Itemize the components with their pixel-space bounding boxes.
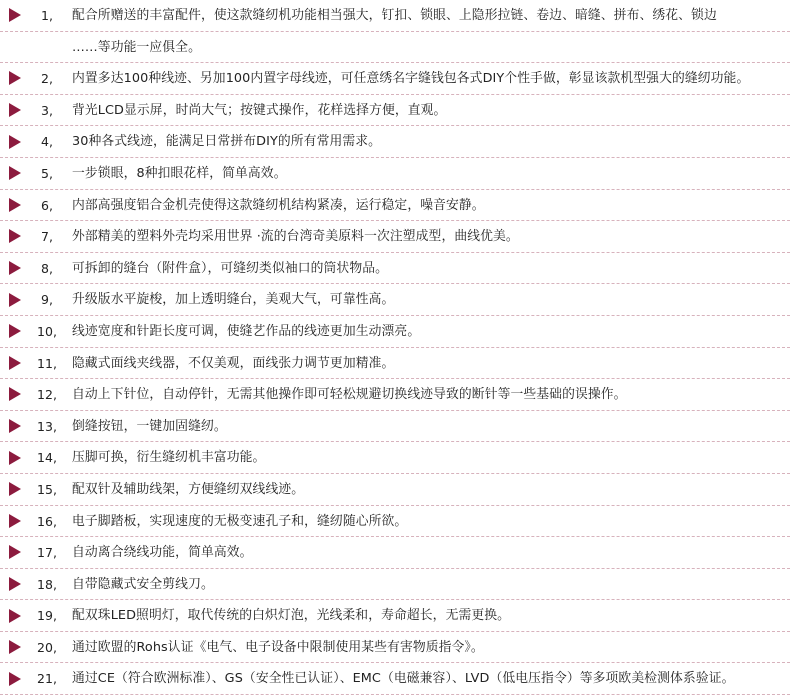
feature-item xyxy=(0,569,790,601)
triangle-bullet-icon xyxy=(9,261,21,275)
feature-item xyxy=(0,411,790,443)
triangle-bullet-icon xyxy=(9,609,21,623)
feature-item xyxy=(0,190,790,222)
feature-text: 隐藏式面线夹线器，不仅美观，面线张力调节更加精准。 xyxy=(72,355,395,371)
feature-number: 16, xyxy=(37,513,57,529)
feature-text: 通过欧盟的Rohs认证《电气、电子设备中限制使用某些有害物质指令》。 xyxy=(72,639,484,655)
feature-item xyxy=(0,537,790,569)
feature-number: 8, xyxy=(41,260,53,276)
feature-number: 5, xyxy=(41,165,53,181)
feature-item xyxy=(0,316,790,348)
feature-item xyxy=(0,506,790,538)
triangle-bullet-icon xyxy=(9,419,21,433)
feature-text: 压脚可换，衍生缝纫机丰富功能。 xyxy=(72,450,266,466)
feature-text: 背光LCD显示屏，时尚大气；按键式操作，花样选择方便，直观。 xyxy=(72,102,447,118)
triangle-bullet-icon xyxy=(9,387,21,401)
feature-item xyxy=(0,0,790,32)
feature-number: 9, xyxy=(41,292,53,308)
feature-number: 21, xyxy=(37,671,57,687)
triangle-bullet-icon xyxy=(9,71,21,85)
triangle-bullet-icon xyxy=(9,577,21,591)
feature-item xyxy=(0,663,790,695)
feature-number: 4, xyxy=(41,134,53,150)
feature-item xyxy=(0,95,790,127)
triangle-bullet-icon xyxy=(9,103,21,117)
feature-number: 19, xyxy=(37,608,57,624)
feature-text: 自带隐藏式安全剪线刀。 xyxy=(72,576,214,592)
feature-text: 外部精美的塑料外壳均采用世界 ·流的台湾奇美原料一次注塑成型，曲线优美。 xyxy=(72,229,519,245)
feature-text: 电子脚踏板，实现速度的无极变速孔子和，缝纫随心所欲。 xyxy=(72,513,408,529)
feature-number: 20, xyxy=(37,639,57,655)
feature-number: 11, xyxy=(37,355,57,371)
feature-item xyxy=(0,632,790,664)
feature-text: 升级版水平旋梭，加上透明缝台，美观大气，可靠性高。 xyxy=(72,292,395,308)
feature-item xyxy=(0,442,790,474)
triangle-bullet-icon xyxy=(9,166,21,180)
triangle-bullet-icon xyxy=(9,229,21,243)
feature-item xyxy=(0,600,790,632)
feature-text: 内部高强度铝合金机壳使得这款缝纫机结构紧凑，运行稳定，噪音安静。 xyxy=(72,197,485,213)
feature-item xyxy=(0,348,790,380)
feature-text: 30种各式线迹，能满足日常拼布DIY的所有常用需求。 xyxy=(72,134,382,150)
feature-number: 12, xyxy=(37,387,57,403)
triangle-bullet-icon xyxy=(9,198,21,212)
feature-number: 14, xyxy=(37,450,57,466)
feature-number: 1, xyxy=(41,8,53,23)
feature-item xyxy=(0,253,790,285)
triangle-bullet-icon xyxy=(9,356,21,370)
triangle-bullet-icon xyxy=(9,451,21,465)
feature-text: 线迹宽度和针距长度可调，使缝艺作品的线迹更加生动漂亮。 xyxy=(72,323,421,339)
feature-text: 自动上下针位，自动停针，无需其他操作即可轻松规避切换线迹导致的断针等一些基础的误操作。 xyxy=(72,387,627,403)
triangle-bullet-icon xyxy=(9,672,21,686)
feature-text: 内置多达100种线迹、另加100内置字母线迹，可任意绣名字缝钱包各式DIY个性手做，彰显该款机型强大的缝纫功能。 xyxy=(72,71,750,87)
feature-item xyxy=(0,158,790,190)
feature-text: 配双针及辅助线架，方便缝纫双线线迹。 xyxy=(72,481,305,497)
triangle-bullet-icon xyxy=(9,482,21,496)
feature-number: 2, xyxy=(41,71,53,87)
triangle-bullet-icon xyxy=(9,514,21,528)
triangle-bullet-icon xyxy=(9,293,21,307)
feature-text: 配双珠LED照明灯，取代传统的白炽灯泡，光线柔和，寿命超长，无需更换。 xyxy=(72,608,511,624)
feature-text: 可拆卸的缝台（附件盒），可缝纫类似袖口的筒状物品。 xyxy=(72,260,389,276)
triangle-bullet-icon xyxy=(9,8,21,22)
triangle-bullet-icon xyxy=(9,324,21,338)
feature-item xyxy=(0,126,790,158)
feature-item xyxy=(0,379,790,411)
feature-text: 一步锁眼，8种扣眼花样，简单高效。 xyxy=(72,165,287,181)
feature-item xyxy=(0,474,790,506)
triangle-bullet-icon xyxy=(9,135,21,149)
triangle-bullet-icon xyxy=(9,640,21,654)
feature-text-continuation: ……等功能一应俱全。 xyxy=(72,39,201,55)
feature-number: 7, xyxy=(41,229,53,245)
feature-number: 15, xyxy=(37,481,57,497)
feature-item-continuation xyxy=(0,32,790,64)
feature-text: 倒缝按钮，一键加固缝纫。 xyxy=(72,418,227,434)
triangle-bullet-icon xyxy=(9,545,21,559)
feature-number: 17, xyxy=(37,545,57,561)
feature-item xyxy=(0,63,790,95)
feature-number: 18, xyxy=(37,576,57,592)
feature-number: 3, xyxy=(41,102,53,118)
feature-text: 自动离合绕线功能，简单高效。 xyxy=(72,545,253,561)
feature-number: 10, xyxy=(37,323,57,339)
feature-number: 6, xyxy=(41,197,53,213)
feature-text: 配合所赠送的丰富配件，使这款缝纫机功能相当强大，钉扣、锁眼、上隐形拉链、卷边、暗缝、拼布、绣花、锁边 xyxy=(72,8,717,23)
feature-item xyxy=(0,284,790,316)
feature-item xyxy=(0,221,790,253)
feature-number: 13, xyxy=(37,418,57,434)
feature-text: 通过CE（符合欧洲标准）、GS（安全性已认证）、EMC（电磁兼容）、LVD（低电压指令）等多项欧美检测体系验证。 xyxy=(72,671,735,687)
